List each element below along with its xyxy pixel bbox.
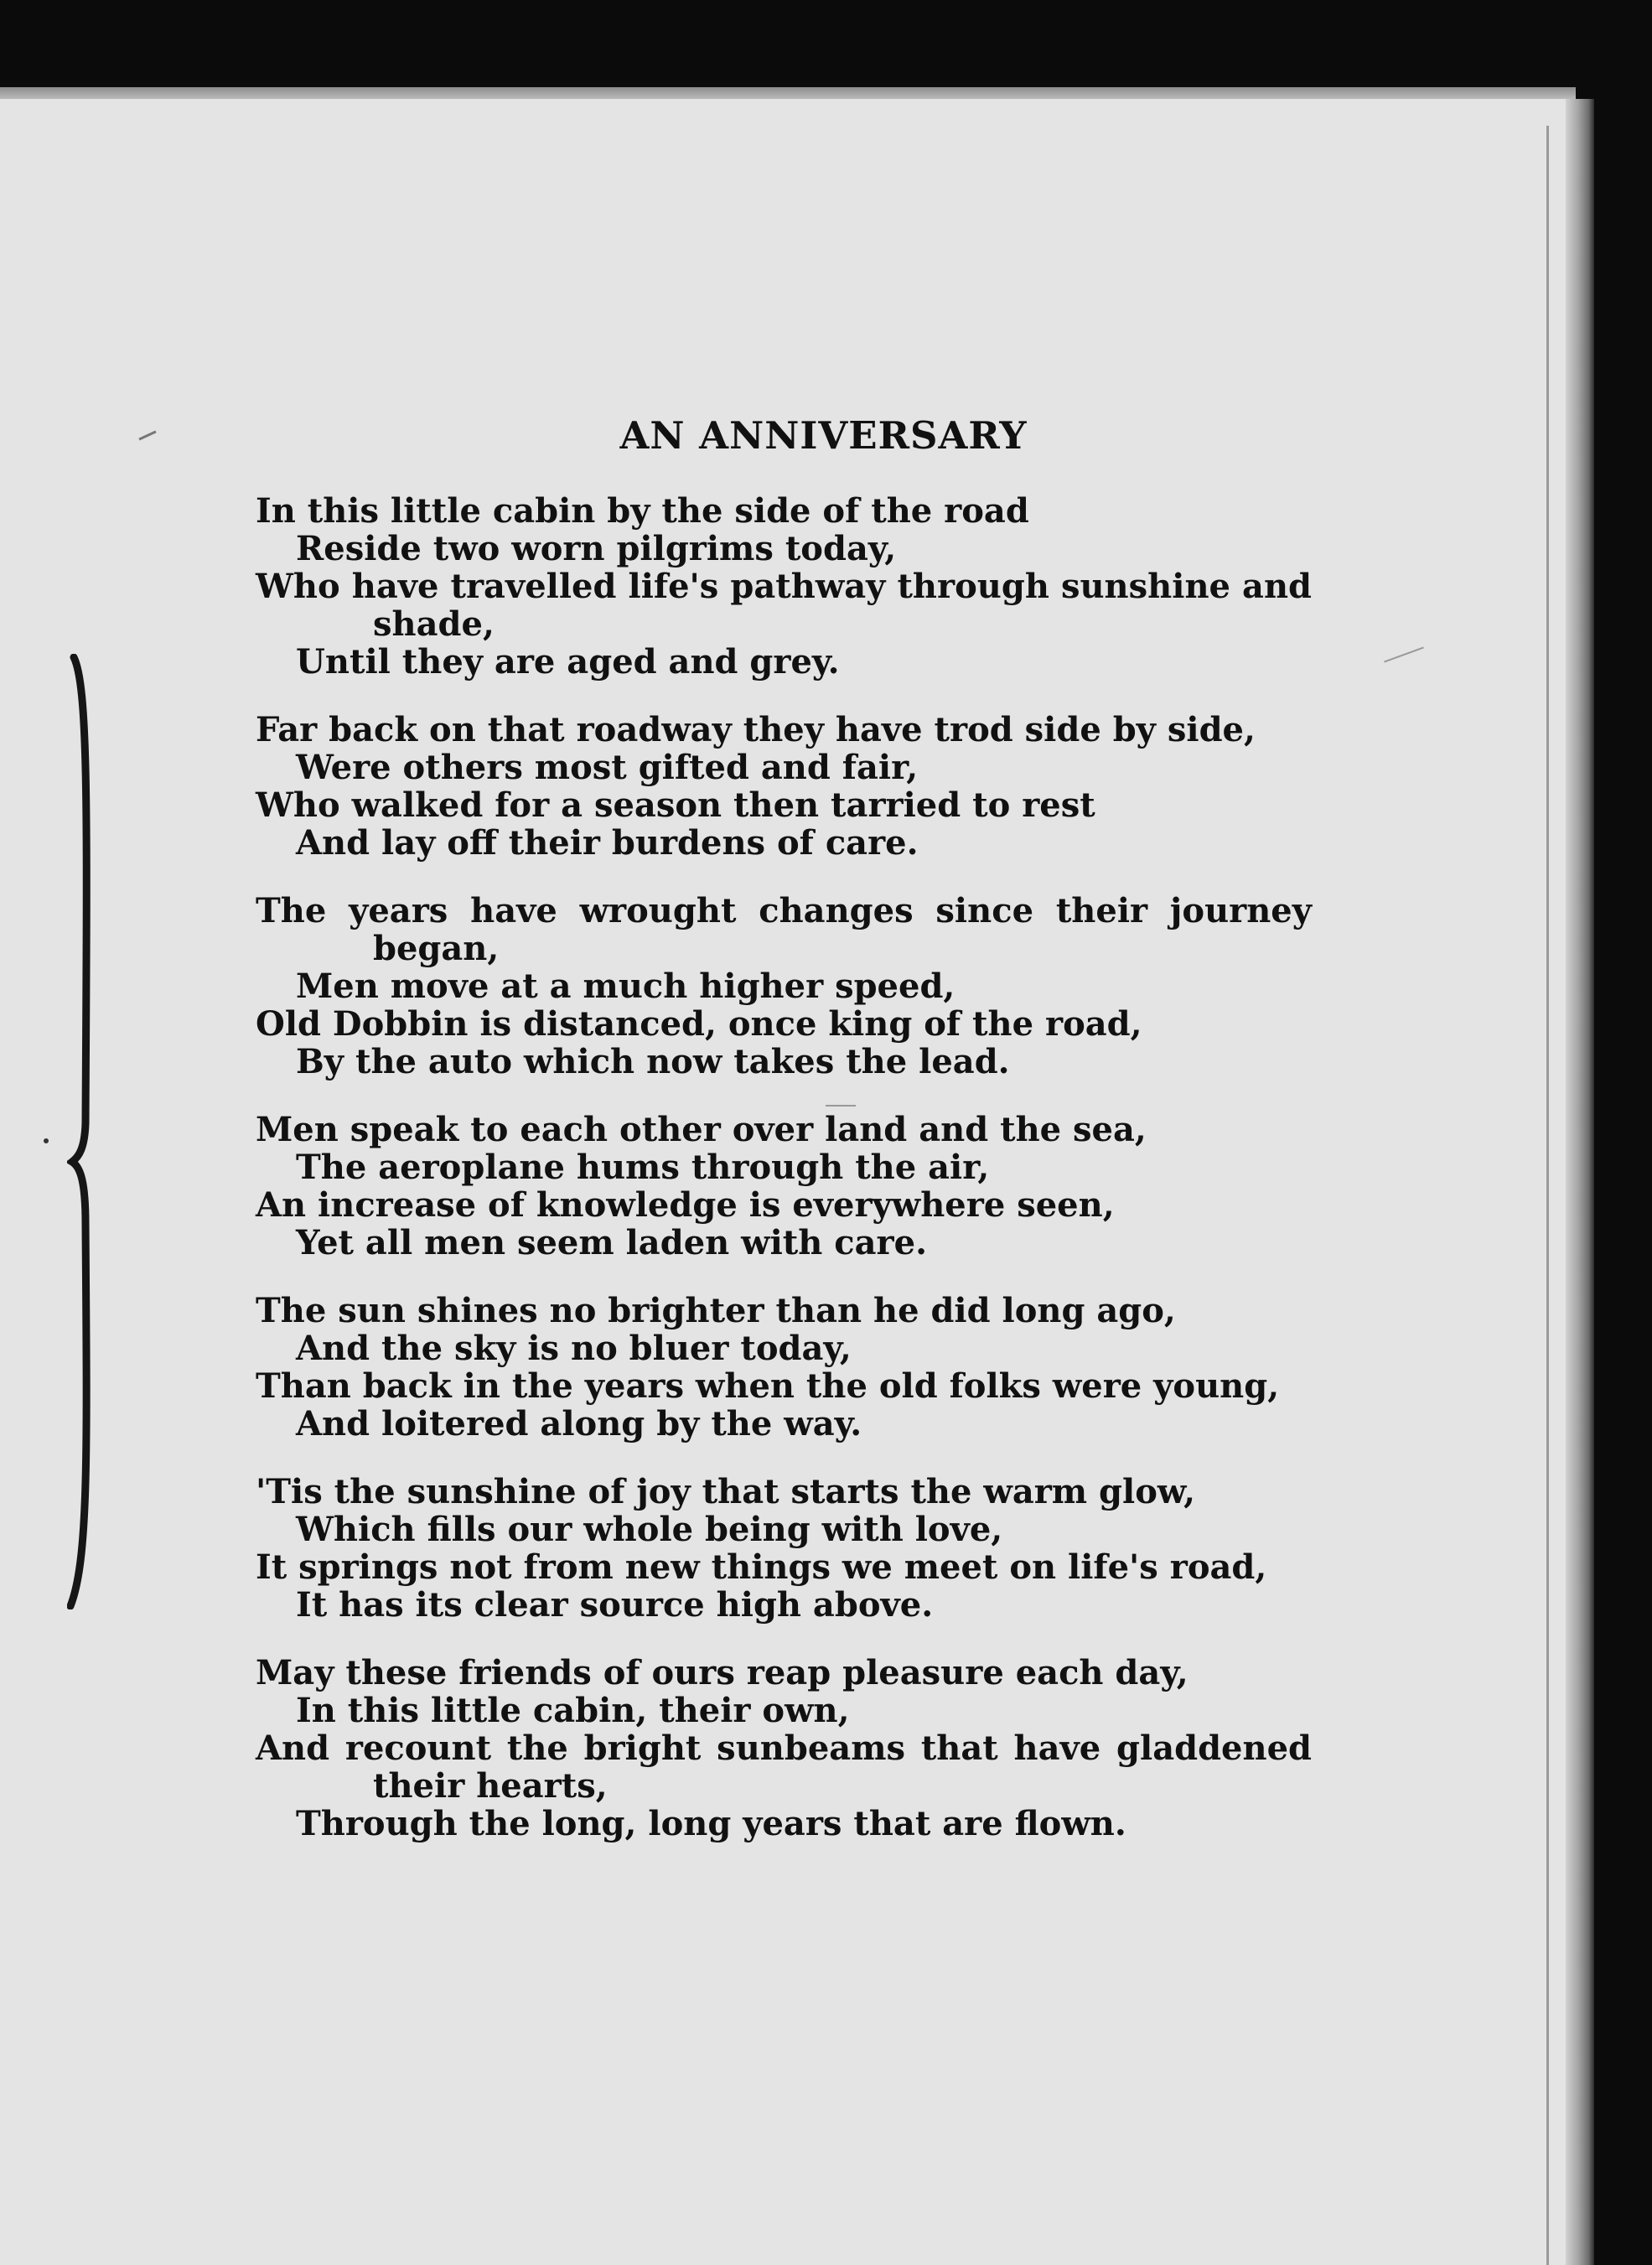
poem-line: Until they are aged and grey.: [296, 642, 840, 682]
stanza-4: [256, 1111, 1379, 1262]
poem-line: In this little cabin by the side of the road: [256, 491, 1029, 531]
stanza-1: [256, 492, 1379, 681]
poem-line: The aeroplane hums through the air,: [296, 1148, 990, 1187]
poem-line: May these friends of ours reap pleasure each day,: [256, 1653, 1189, 1692]
poem-line: Yet all men seem laden with care.: [296, 1223, 927, 1262]
poem: [256, 415, 1379, 1873]
margin-bracket-mark: [67, 654, 101, 1609]
poem-line: Who have travelled life's pathway through sunshine and: [256, 567, 1312, 606]
poem-line: And lay off their burdens of care.: [296, 823, 919, 863]
stanza-7: [256, 1654, 1379, 1843]
poem-line: And the sky is no bluer today,: [296, 1329, 852, 1368]
poem-line: began,: [373, 929, 500, 968]
poem-line: Old Dobbin is distanced, once king of the road,: [256, 1004, 1142, 1044]
poem-line: And recount the bright sunbeams that have gladdened: [256, 1729, 1312, 1768]
poem-line: Who walked for a season then tarried to rest: [256, 785, 1095, 825]
poem-line: 'Tis the sunshine of joy that starts the warm glow,: [256, 1472, 1195, 1511]
poem-line: their hearts,: [373, 1766, 608, 1806]
poem-line: By the auto which now takes the lead.: [296, 1042, 1010, 1081]
poem-line: Were others most gifted and fair,: [296, 748, 919, 787]
page-right-edge: [1566, 99, 1594, 2265]
page-fold-line: [1546, 126, 1549, 2265]
poem-line: It has its clear source high above.: [296, 1585, 934, 1625]
scan-speck: [44, 1138, 49, 1143]
poem-line: An increase of knowledge is everywhere seen,: [256, 1185, 1115, 1225]
stanza-3: [256, 892, 1379, 1081]
poem-line: Reside two worn pilgrims today,: [296, 529, 897, 568]
poem-line: Men move at a much higher speed,: [296, 967, 955, 1006]
poem-line: Which fills our whole being with love,: [296, 1510, 1003, 1549]
poem-line: Through the long, long years that are flown.: [296, 1804, 1126, 1843]
poem-line: In this little cabin, their own,: [296, 1691, 850, 1730]
poem-line: shade,: [373, 604, 495, 644]
poem-line: Men speak to each other over land and the sea,: [256, 1110, 1147, 1149]
stanza-6: [256, 1473, 1379, 1624]
poem-line: The sun shines no brighter than he did long ago,: [256, 1291, 1176, 1330]
stanza-5: [256, 1292, 1379, 1443]
poem-line: Than back in the years when the old folks were young,: [256, 1366, 1280, 1406]
poem-line: And loitered along by the way.: [296, 1404, 862, 1443]
poem-line: The years have wrought changes since their journey: [256, 891, 1312, 930]
poem-line: It springs not from new things we meet on life's road,: [256, 1547, 1267, 1587]
stanza-2: [256, 711, 1379, 862]
poem-line: Far back on that roadway they have trod side by side,: [256, 710, 1256, 749]
poem-title: AN ANNIVERSARY: [619, 413, 1028, 458]
